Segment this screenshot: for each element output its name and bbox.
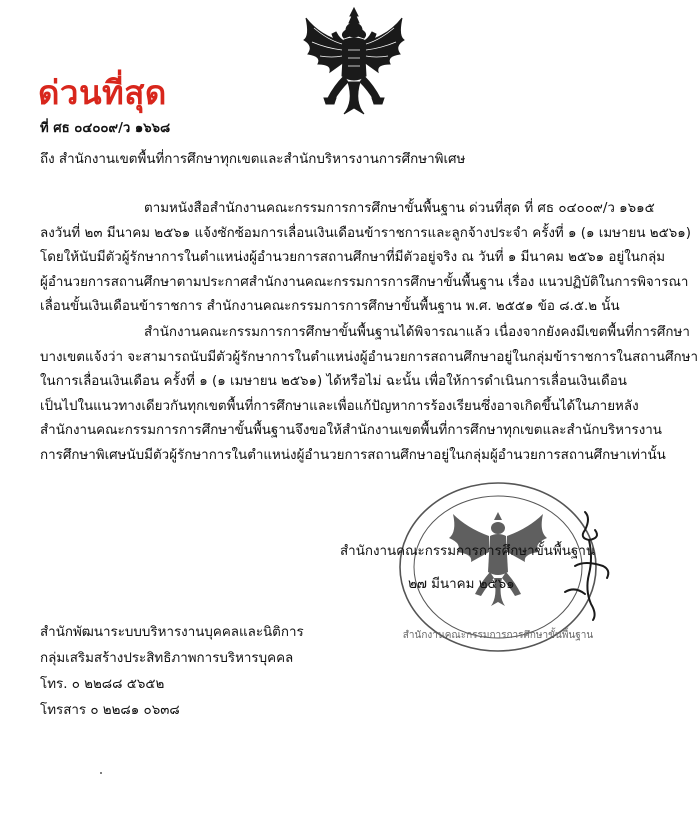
paragraph-line: บางเขตแจ้งว่า จะสามารถนับมีตัวผู้รักษาการในตำแหน่งผู้อำนวยการสถานศึกษาอยู่ในกลุ่มข้าราชการในสถานศึกษา — [40, 349, 698, 365]
garuda-emblem-icon — [300, 6, 408, 118]
footer-group: กลุ่มเสริมสร้างประสิทธิภาพการบริหารบุคคล — [40, 651, 294, 666]
paragraph-reference — [40, 197, 691, 320]
scan-speck — [100, 772, 102, 774]
paragraph-line: ลงวันที่ ๒๓ มีนาคม ๒๕๖๑ แจ้งซักซ้อมการเลื่อนเงินเดือนข้าราชการและลูกจ้างประจำ ครั้งที่ ๑ (๑ เมษายน ๒๕๖๑) — [40, 225, 691, 241]
addressee-line: ถึง สำนักงานเขตพื้นที่การศึกษาทุกเขตและสำนักบริหารงานการศึกษาพิเศษ — [40, 152, 466, 167]
paragraph-line: ตามหนังสือสำนักงานคณะกรรมการการศึกษาขั้นพื้นฐาน ด่วนที่สุด ที่ ศธ ๐๔๐๐๙/ว ๑๖๑๕ — [144, 201, 655, 216]
paragraph-line: การศึกษาพิเศษนับมีตัวผู้รักษาการในตำแหน่งผู้อำนวยการสถานศึกษาอยู่ในกลุ่มผู้อำนวยการสถานศึกษาเท่านั้น — [40, 447, 666, 463]
seal-text: สำนักงานคณะกรรมการการศึกษาขั้นพื้นฐาน — [402, 630, 594, 641]
letter-date: ๒๗ มีนาคม ๒๕๖๑ — [408, 577, 515, 592]
paragraph-line: โดยให้นับมีตัวผู้รักษาการในตำแหน่งผู้อำนวยการสถานศึกษาที่มีตัวอยู่จริง ณ วันที่ ๑ มีนาคม ๒๕๖๑ อยู่ในกลุ่ม — [40, 250, 666, 265]
paragraph-line: เป็นไปในแนวทางเดียวกันทุกเขตพื้นที่การศึกษาและเพื่อแก้ปัญหาการร้องเรียนซึ่งอาจเกิดขึ้นได้ในภายหลัง — [40, 398, 639, 414]
paragraph-line: เลื่อนขั้นเงินเดือนข้าราชการ สำนักงานคณะกรรมการการศึกษาขั้นพื้นฐาน พ.ศ. ๒๕๕๑ ข้อ ๘.๕.๒ นั้น — [40, 299, 620, 314]
paragraph-line: ในการเลื่อนเงินเดือน ครั้งที่ ๑ (๑ เมษายน ๒๕๖๑) ได้หรือไม่ ฉะนั้น เพื่อให้การดำเนินการเลื่อนเงินเดือน — [40, 374, 627, 389]
footer-contact — [40, 620, 304, 724]
footer-fax: โทรสาร ๐ ๒๒๘๑ ๐๖๓๘ — [40, 703, 180, 718]
paragraph-line: สำนักงานคณะกรรมการการศึกษาขั้นพื้นฐานจึงขอให้สำนักงานเขตพื้นที่การศึกษาทุกเขตและสำนักบริหารงาน — [40, 423, 662, 438]
signature-icon — [545, 508, 625, 624]
urgency-heading: ด่วนที่สุด — [38, 73, 167, 112]
paragraph-line: สำนักงานคณะกรรมการการศึกษาขั้นพื้นฐานได้พิจารณาแล้ว เนื่องจากยังคงมีเขตพื้นที่การศึกษา — [144, 325, 690, 340]
document-number: ที่ ศธ ๐๔๐๐๙/ว ๑๖๖๘ — [40, 121, 171, 136]
paragraph-decision — [40, 321, 698, 468]
paragraph-line: ผู้อำนวยการสถานศึกษาตามประกาศสำนักงานคณะกรรมการการศึกษาขั้นพื้นฐาน เรื่อง แนวปฏิบัติในการพิจารณา — [40, 274, 689, 290]
signatory-agency: สำนักงานคณะกรรมการการศึกษาขั้นพื้นฐาน — [340, 544, 595, 559]
footer-phone: โทร. ๐ ๒๒๘๘ ๕๖๕๒ — [40, 677, 165, 692]
footer-office: สำนักพัฒนาระบบบริหารงานบุคคลและนิติการ — [40, 625, 304, 640]
